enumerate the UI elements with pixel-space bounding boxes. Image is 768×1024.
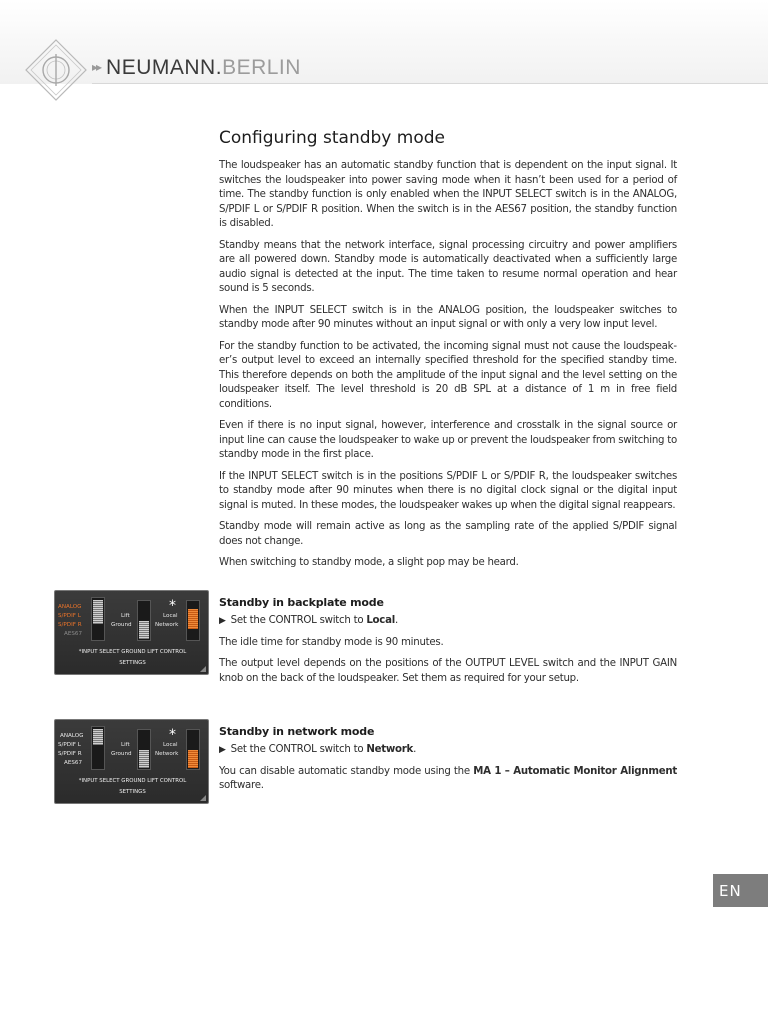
switch-knob xyxy=(93,729,103,745)
control-label-local: Local xyxy=(163,613,178,619)
software-name: MA 1 – Automatic Monitor Alignment xyxy=(473,765,678,777)
panel-footer-line2: SETTINGS xyxy=(119,660,146,666)
ground-label-lift: Lift xyxy=(121,613,130,619)
panel-footer-line1: *INPUT SELECT GROUND LIFT CONTROL xyxy=(78,778,187,784)
control-switch xyxy=(186,729,200,770)
main-body xyxy=(219,159,677,578)
step-value: Local xyxy=(366,615,395,626)
input-label-aes67: AES67 xyxy=(64,760,83,766)
step-text: Set the CONTROL switch to xyxy=(230,744,367,755)
paragraph: If the INPUT SELECT switch is in the positions S/PDIF L or S/PDIF R, the loudspeaker switches to standby mode after 90 minutes when there is no digital clock signal or the digital input signal is muted. In these modes, the loudspeaker wakes up when the digital signal reappears. xyxy=(219,470,677,511)
paragraph: Standby means that the network interface, signal processing circuitry and power amplifiers are all powered down. Standby mode is automatically deactivated when a sufficiently large audio signal is detected at the input. The time taken to resume normal operation and hear sound is 5 seconds. xyxy=(219,239,677,294)
input-select-switch xyxy=(91,726,105,770)
switch-knob xyxy=(139,750,149,768)
star-icon: * xyxy=(169,598,176,614)
section-backplate-mode xyxy=(219,596,677,693)
para-text: You can disable automatic standby mode using the xyxy=(219,765,474,777)
panel-footer-line1: *INPUT SELECT GROUND LIFT CONTROL xyxy=(78,649,187,655)
neumann-logo-icon xyxy=(24,38,88,102)
star-icon: * xyxy=(169,727,176,743)
paragraph: The loudspeaker has an automatic standby function that is dependent on the input signal. It switches the loudspeaker into power saving mode when it hasn’t been used for a period of time. The standby function is only enabled when the INPUT SELECT switch is in the ANALOG, S/PDIF L or S/PDIF R position. When the switch is in the AES67 position, the standby function is disabled. xyxy=(219,160,677,229)
input-label-spdif-r: S/PDIF R xyxy=(58,622,82,628)
panel-corner xyxy=(200,795,206,801)
switch-knob xyxy=(188,750,198,768)
section-heading: Standby in backplate mode xyxy=(219,596,384,609)
paragraph xyxy=(219,765,677,794)
step-text: Set the CONTROL switch to xyxy=(230,615,367,626)
panel-footer-line2: SETTINGS xyxy=(119,789,146,795)
paragraph: For the standby function to be activated, the incoming signal must not cause the loudspeaker’s output level to exceed an internally specified threshold for the specified standby time. This therefore depends on both the amplitude of the input signal and the level setting on the loudspeaker itself. The level threshold is 20 dB SPL at a distance of 1 m in free field conditions. xyxy=(219,340,677,410)
control-label-network: Network xyxy=(155,751,179,757)
header-divider xyxy=(92,83,768,84)
ground-lift-switch xyxy=(137,729,151,770)
brand-sub: BERLIN xyxy=(222,56,301,79)
step-suffix: . xyxy=(394,615,398,626)
control-label-local: Local xyxy=(163,742,178,748)
paragraph: Even if there is no input signal, however, interference and crosstalk in the signal source or input line can cause the loudspeaker to wake up or prevent the loudspeaker from switching to standby mode in the first place. xyxy=(219,420,677,460)
panel-corner xyxy=(200,666,206,672)
paragraph: Standby mode will remain active as long as the sampling rate of the applied S/PDIF signal does not change. xyxy=(219,521,677,547)
input-label-aes67: AES67 xyxy=(64,631,83,637)
ground-label-ground: Ground xyxy=(111,751,132,757)
brand-main: NEUMANN. xyxy=(106,56,223,79)
instruction-step xyxy=(219,743,677,758)
section-heading: Standby in network mode xyxy=(219,725,375,738)
instruction-step xyxy=(219,614,677,629)
paragraph: The idle time for standby mode is 90 minutes. xyxy=(219,636,444,648)
paragraph: The output level depends on the positions of the OUTPUT LEVEL switch and the INPUT GAIN knob on the back of the loudspeaker. Set them as required for your setup. xyxy=(219,658,677,684)
switch-knob xyxy=(188,609,198,629)
control-switch xyxy=(186,600,200,641)
input-select-switch xyxy=(91,597,105,641)
para-suffix: software. xyxy=(219,780,264,791)
input-label-analog: ANALOG xyxy=(60,733,84,739)
language-tab[interactable]: EN xyxy=(713,874,768,907)
ground-label-ground: Ground xyxy=(111,622,132,628)
switch-knob xyxy=(139,621,149,639)
input-label-spdif-l: S/PDIF L xyxy=(58,613,81,619)
step-suffix: . xyxy=(413,744,417,755)
input-label-analog: ANALOG xyxy=(58,604,82,610)
input-label-spdif-l: S/PDIF L xyxy=(58,742,81,748)
control-label-network: Network xyxy=(155,622,179,628)
switch-panel-backplate xyxy=(54,590,209,675)
paragraph: When switching to standby mode, a slight pop may be heard. xyxy=(219,557,519,568)
input-label-spdif-r: S/PDIF R xyxy=(58,751,82,757)
switch-panel-network xyxy=(54,719,209,804)
step-arrow-icon: ▶ xyxy=(219,616,226,626)
brand-arrows-icon: ▸▸ xyxy=(92,60,101,74)
step-value: Network xyxy=(366,744,414,755)
page-title: Configuring standby mode xyxy=(219,128,445,148)
ground-label-lift: Lift xyxy=(121,742,130,748)
step-arrow-icon: ▶ xyxy=(219,745,226,755)
switch-knob xyxy=(93,600,103,624)
paragraph: When the INPUT SELECT switch is in the ANALOG position, the loudspeaker switches to standby mode after 90 minutes without an input signal or with only a very low input level. xyxy=(219,304,677,330)
brand-wordmark xyxy=(92,56,301,82)
ground-lift-switch xyxy=(137,600,151,641)
section-network-mode xyxy=(219,725,677,801)
